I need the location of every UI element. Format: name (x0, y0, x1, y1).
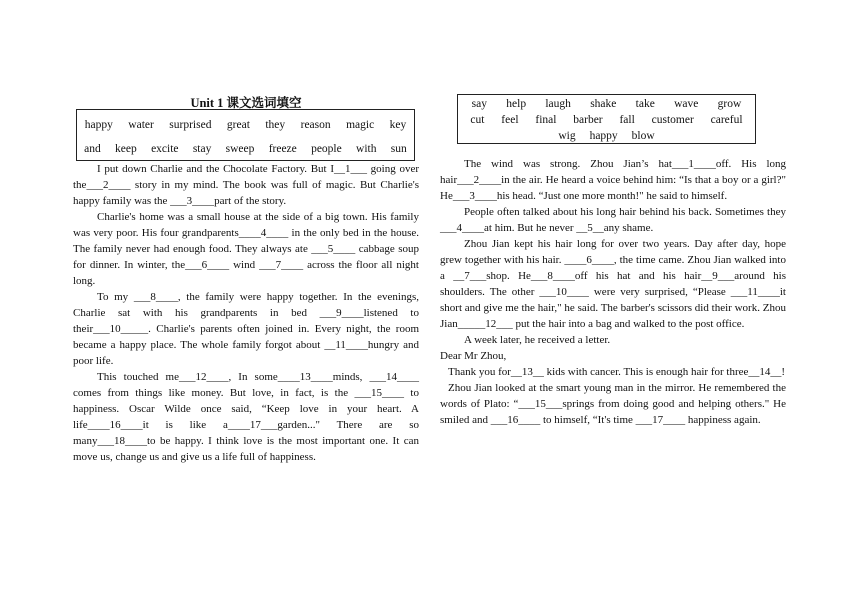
word: stay (192, 143, 212, 155)
paragraph: Zhou Jian kept his hair long for over two years. Day after day, hope grew together with his hair. ____6____, the time came. Zhou Jian walked into a __7___shop. He___8____off his hat and his hair__9___around his shoulders. The other ___10____ were very surprised, “Please ___11____it short and give me the hair," he said. The barber's scissors did their work. Zhou Jian_____12___ put the hair into a bag and walked to the post office. (440, 238, 786, 330)
paragraph: People often talked about his long hair behind his back. Sometimes they ___4____at him. But he never __5__any shame. (440, 206, 786, 234)
word: take (635, 98, 655, 110)
word: wave (674, 98, 699, 110)
word: help (506, 98, 527, 110)
word: feel (501, 114, 519, 126)
word: fall (619, 114, 635, 126)
word: say (471, 98, 487, 110)
passage-left (73, 161, 419, 465)
word: happy (589, 130, 618, 142)
paragraph: A week later, he received a letter. (464, 334, 611, 346)
word: key (389, 119, 407, 131)
word: sun (390, 143, 407, 155)
paragraph: Charlie's home was a small house at the side of a big town. His family was very poor. His four grandparents____4____ in the only bed in the house. The family never had enough food. They always ate ___5____ cabbage soup for dinner. In winter, the___6____ wind ___7____ across the floor all night long. (73, 211, 419, 287)
letter-greeting: Dear Mr Zhou, (440, 350, 507, 362)
word-bank-row (458, 128, 755, 144)
word-bank-right (457, 94, 756, 144)
letter-body: Thank you for__13__ kids with cancer. This is enough hair for three__14__! (448, 366, 786, 378)
paragraph: I put down Charlie and the Chocolate Factory. But I__1___ going over the___2____ story in my mind. The book was full of magic. But Charlie's happy family was the ___3____part of the story. (73, 163, 419, 207)
word: happy (84, 119, 113, 131)
paragraph: The wind was strong. Zhou Jian’s hat___1____off. His long hair___2____in the air. He heard a voice behind him: “Is that a boy or a girl?" He___3____his head. “Just one more month!" he said to himself. (440, 158, 786, 202)
word: careful (710, 114, 743, 126)
word: water (128, 119, 154, 131)
word: customer (651, 114, 694, 126)
word: blow (631, 130, 655, 142)
paragraph: This touched me___12____, In some____13____minds, ___14____ comes from things like money. But love, in fact, is the ___15____ to happiness. Oscar Wilde once said, “Keep love in your heart. A life____16____it is like a____17___garden..." There are so many___18____to be happy. I think love is the most important one. It can move us, change us and give us a life full of happiness. (73, 371, 419, 463)
word: cut (470, 114, 485, 126)
passage-right (440, 156, 786, 428)
word: and (84, 143, 101, 155)
word: reason (300, 119, 331, 131)
word: wig (558, 130, 576, 142)
word: people (311, 143, 342, 155)
word: surprised (169, 119, 212, 131)
word: barber (573, 114, 603, 126)
word: final (535, 114, 557, 126)
word-bank-row (458, 112, 755, 128)
paragraph: Zhou Jian looked at the smart young man in the mirror. He remembered the words of Plato: “___15___springs from doing good and helping others." He smiled and ___16____ to himself, “It's time ___17____ happiness again. (440, 382, 786, 426)
word: shake (590, 98, 617, 110)
word: great (226, 119, 250, 131)
word-bank-row (458, 96, 755, 112)
word: with (356, 143, 377, 155)
word: grow (717, 98, 742, 110)
word: keep (115, 143, 137, 155)
word: sweep (225, 143, 255, 155)
paragraph: To my ___8____, the family were happy together. In the evenings, Charlie sat with his grandparents in bed ___9____listened to their___10_____. Charlie's parents often joined in. Every night, the room became a happy place. The whole family forgot about __11____hungry and poor life. (73, 291, 419, 367)
word: freeze (268, 143, 297, 155)
word: they (265, 119, 286, 131)
page-title: Unit 1 课文选词填空 (190, 96, 302, 110)
word: excite (151, 143, 179, 155)
word-bank-row (77, 141, 414, 157)
word-bank-left (76, 109, 415, 161)
word: magic (346, 119, 375, 131)
word: laugh (545, 98, 571, 110)
word-bank-row (77, 117, 414, 133)
